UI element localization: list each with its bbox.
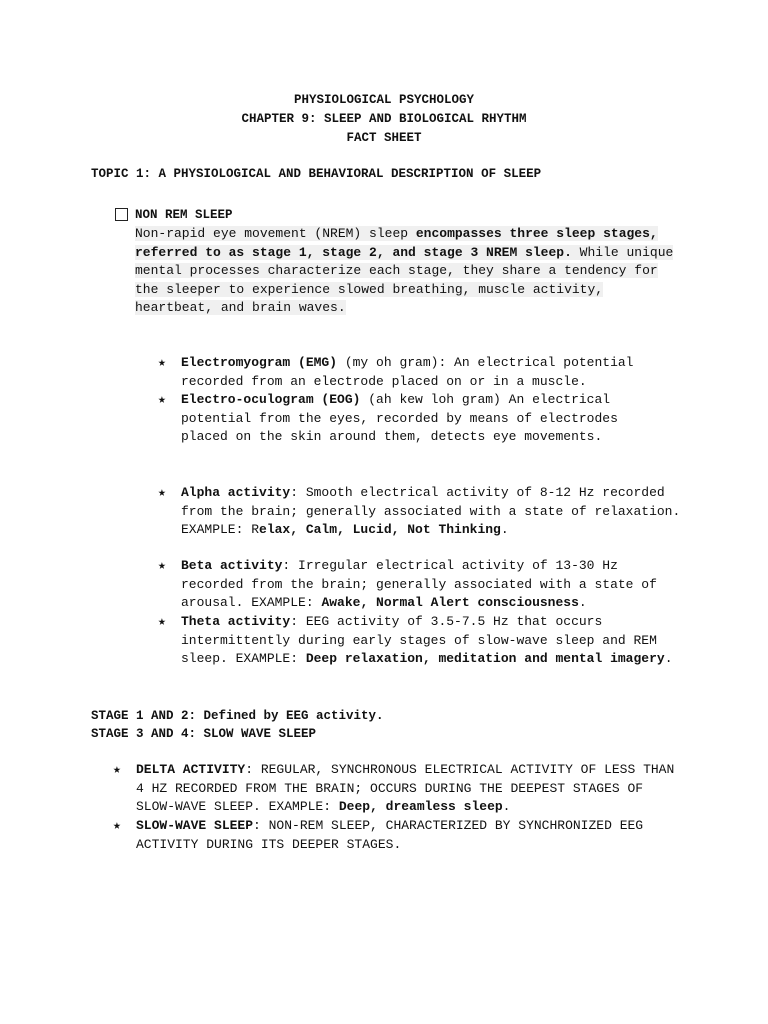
emg-term: Electromyogram (EMG) xyxy=(181,355,338,370)
topic-heading: TOPIC 1: A PHYSIOLOGICAL AND BEHAVIORAL DESCRIPTION OF SLEEP xyxy=(91,167,542,181)
eog-item xyxy=(181,391,661,447)
alpha-term: Alpha activity xyxy=(181,485,291,500)
theta-example: Deep relaxation, meditation and mental imagery xyxy=(305,651,665,666)
sws-term: SLOW-WAVE SLEEP xyxy=(136,818,254,833)
star-bullet-icon: ★ xyxy=(158,355,166,370)
star-bullet-icon: ★ xyxy=(113,762,121,777)
emg-item xyxy=(181,354,676,391)
star-bullet-icon: ★ xyxy=(158,558,166,573)
theta-end: . xyxy=(664,651,673,666)
nonrem-text-1: Non-rapid eye movement (NREM) sleep xyxy=(135,226,416,241)
star-bullet-icon: ★ xyxy=(113,818,121,833)
eog-term: Electro-oculogram (EOG) xyxy=(181,392,361,407)
theta-item xyxy=(181,613,676,669)
chapter-title: CHAPTER 9: SLEEP AND BIOLOGICAL RHYTHM xyxy=(241,112,527,126)
beta-text: : Irregular electrical activity of 13-30 Hz recorded from the brain; generally associated with a state of arousal. EXAMPLE: xyxy=(181,558,657,610)
course-title: PHYSIOLOGICAL PSYCHOLOGY xyxy=(293,93,475,107)
delta-end: . xyxy=(502,799,511,814)
sws-item xyxy=(136,817,681,854)
theta-term: Theta activity xyxy=(181,614,291,629)
delta-item xyxy=(136,761,681,817)
beta-item xyxy=(181,557,681,613)
nonrem-text-2: While unique mental processes characterize each stage, they share a tendency for the sleeper to experience slowed breathing, muscle activity, heartbeat, and brain waves. xyxy=(135,244,674,315)
star-bullet-icon: ★ xyxy=(158,614,166,629)
nonrem-text-bold: encompasses three sleep stages, referred to as stage 1, stage 2, and stage 3 NREM sleep. xyxy=(135,226,658,260)
checkbox-icon xyxy=(115,208,128,221)
delta-example: Deep, dreamless sleep xyxy=(338,799,503,814)
nonrem-heading: NON REM SLEEP xyxy=(135,208,233,222)
nonrem-paragraph xyxy=(135,225,675,318)
sws-text: : NON-REM SLEEP, CHARACTERIZED BY SYNCHRONIZED EEG ACTIVITY DURING ITS DEEPER STAGES. xyxy=(136,818,644,852)
delta-text: : REGULAR, SYNCHRONOUS ELECTRICAL ACTIVITY OF LESS THAN 4 HZ RECORDED FROM THE BRAIN; OCCURS DURING THE DEEPEST STAGES OF SLOW-WAVE SLEEP. EXAMPLE: xyxy=(136,762,675,814)
beta-term: Beta activity xyxy=(181,558,283,573)
delta-term: DELTA ACTIVITY xyxy=(136,762,246,777)
alpha-end: . xyxy=(500,522,509,537)
sheet-title: FACT SHEET xyxy=(346,131,422,145)
stage-3-4-heading: STAGE 3 AND 4: SLOW WAVE SLEEP xyxy=(91,727,317,741)
theta-text: : EEG activity of 3.5-7.5 Hz that occurs intermittently during early stages of slow-wave sleep and REM sleep. EXAMPLE: xyxy=(181,614,657,666)
stage-1-2-heading: STAGE 1 AND 2: Defined by EEG activity. xyxy=(91,709,384,723)
alpha-item xyxy=(181,484,681,540)
eog-text: (ah kew loh gram) An electrical potential from the eyes, recorded by means of electrodes placed on the skin around them, detects eye movements. xyxy=(181,392,618,444)
beta-end: . xyxy=(578,595,587,610)
alpha-text: : Smooth electrical activity of 8-12 Hz recorded from the brain; generally associated with a state of relaxation. EXAMPLE: R xyxy=(181,485,681,537)
star-bullet-icon: ★ xyxy=(158,392,166,407)
emg-text: (my oh gram): An electrical potential recorded from an electrode placed on or in a muscle. xyxy=(181,355,634,389)
beta-example: Awake, Normal Alert consciousness xyxy=(321,595,579,610)
star-bullet-icon: ★ xyxy=(158,485,166,500)
document-header xyxy=(0,91,768,148)
alpha-example: elax, Calm, Lucid, Not Thinking xyxy=(259,522,501,537)
